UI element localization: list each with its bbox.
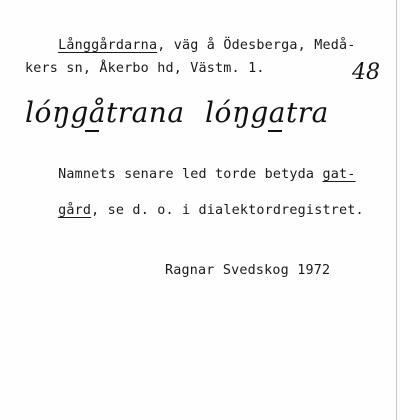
line-4-rest: , se d. o. i dialektordregistret. bbox=[91, 203, 364, 219]
line-4 bbox=[25, 191, 364, 231]
phonetic-transcription-1: lóŋgåtrana bbox=[25, 96, 185, 129]
phonetic-underline-2 bbox=[268, 130, 282, 132]
line-1-rest: , väg å Ödesberga, Medå- bbox=[157, 38, 356, 54]
phonetic-underline-1 bbox=[85, 130, 99, 132]
line-4-underlined: gård bbox=[58, 203, 92, 219]
signature-line: Ragnar Svedskog 1972 bbox=[165, 263, 331, 278]
card-edge bbox=[396, 0, 397, 420]
card-number: 48 bbox=[352, 60, 380, 85]
line-3-underlined: gat- bbox=[322, 167, 356, 183]
place-name-headword: Långgårdarna bbox=[58, 38, 158, 54]
line-3 bbox=[25, 155, 356, 195]
phonetic-transcription-2: lóŋgatra bbox=[205, 96, 329, 129]
line-2: kers sn, Åkerbo hd, Västm. 1. bbox=[25, 61, 265, 76]
line-3-text: Namnets senare led torde betyda bbox=[58, 167, 323, 183]
